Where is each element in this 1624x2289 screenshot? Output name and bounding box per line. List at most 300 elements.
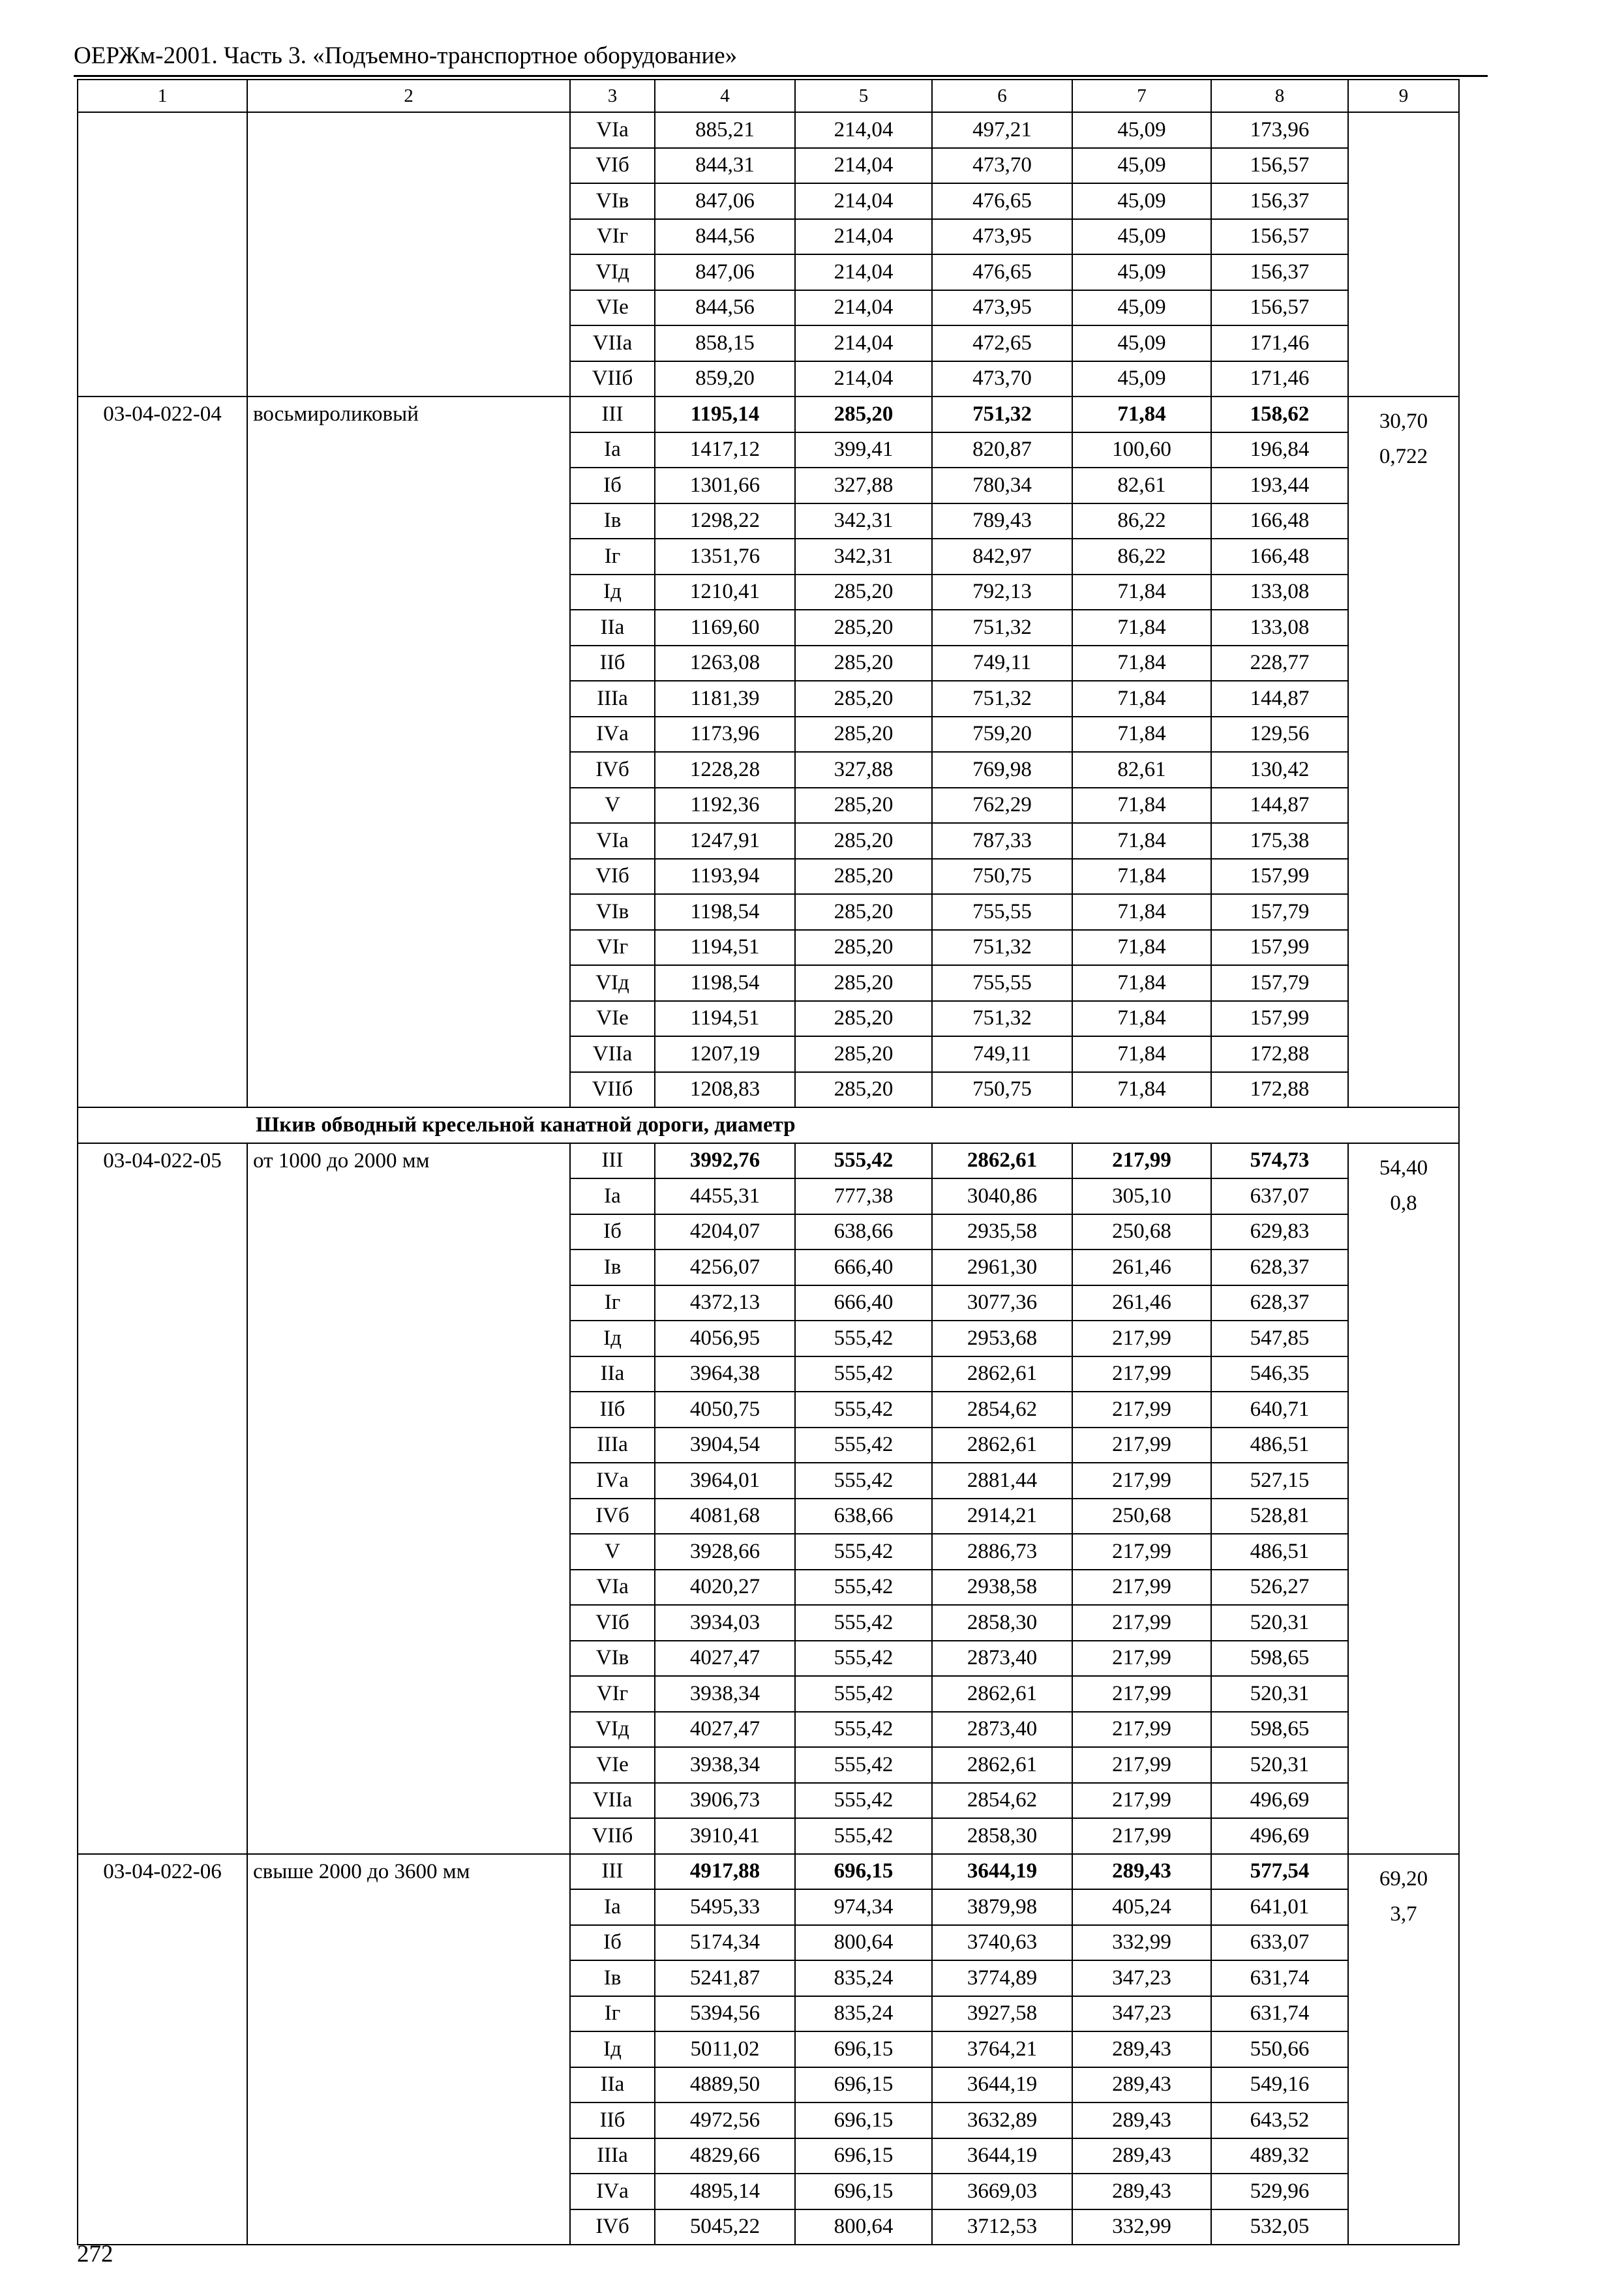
value-cell: 129,56	[1211, 717, 1348, 753]
value-cell: 285,20	[795, 823, 932, 859]
value-cell: 2858,30	[932, 1605, 1072, 1641]
value-cell: 858,15	[655, 325, 795, 361]
column-number: 3	[570, 80, 655, 112]
value-cell: 217,99	[1072, 1392, 1211, 1428]
zone-cell: Iг	[570, 539, 655, 575]
zone-cell: Iг	[570, 1285, 655, 1321]
value-cell: 2854,62	[932, 1392, 1072, 1428]
value-cell: 172,88	[1211, 1036, 1348, 1072]
value-cell: 3740,63	[932, 1925, 1072, 1961]
value-cell: 45,09	[1072, 290, 1211, 326]
value-cell: 844,56	[655, 219, 795, 255]
value-cell: 555,42	[795, 1676, 932, 1712]
zone-cell: IIб	[570, 2102, 655, 2138]
value-cell: 217,99	[1072, 1570, 1211, 1606]
value-cell: 217,99	[1072, 1321, 1211, 1356]
zone-cell: VIIб	[570, 1072, 655, 1108]
zone-cell: V	[570, 788, 655, 824]
value-cell: 228,77	[1211, 646, 1348, 681]
value-cell: 342,31	[795, 503, 932, 539]
zone-cell: VIа	[570, 1570, 655, 1606]
value-cell: 285,20	[795, 965, 932, 1001]
zone-cell: Iд	[570, 1321, 655, 1356]
value-cell: 71,84	[1072, 610, 1211, 646]
value-cell: 555,42	[795, 1356, 932, 1392]
value-cell: 555,42	[795, 1321, 932, 1356]
item-description-cell: свыше 2000 до 3600 мм	[247, 1854, 570, 2245]
value-cell: 1207,19	[655, 1036, 795, 1072]
zone-cell: Iд	[570, 575, 655, 610]
item-code-cell: 03-04-022-06	[78, 1854, 247, 2245]
value-cell: 3928,66	[655, 1534, 795, 1570]
value-cell: 2862,61	[932, 1747, 1072, 1783]
value-cell: 486,51	[1211, 1534, 1348, 1570]
value-cell: 214,04	[795, 183, 932, 219]
value-cell: 45,09	[1072, 325, 1211, 361]
value-cell: 835,24	[795, 1996, 932, 2032]
value-cell: 405,24	[1072, 1889, 1211, 1925]
value-cell: 780,34	[932, 468, 1072, 503]
value-cell: 5241,87	[655, 1960, 795, 1996]
unit-value: 0,8	[1390, 1191, 1417, 1215]
item-code-cell	[78, 112, 247, 396]
zone-cell: IIIа	[570, 2138, 655, 2174]
zone-cell: VIг	[570, 219, 655, 255]
value-cell: 82,61	[1072, 752, 1211, 788]
value-cell: 193,44	[1211, 468, 1348, 503]
value-cell: 3904,54	[655, 1428, 795, 1463]
value-cell: 2862,61	[932, 1428, 1072, 1463]
value-cell: 158,62	[1211, 396, 1348, 432]
section-title: Шкив обводный кресельной канатной дороги, диаметр	[78, 1107, 1459, 1143]
value-cell: 1263,08	[655, 646, 795, 681]
value-cell: 3927,58	[932, 1996, 1072, 2032]
value-cell: 157,99	[1211, 1001, 1348, 1037]
value-cell: 217,99	[1072, 1818, 1211, 1854]
value-cell: 217,99	[1072, 1428, 1211, 1463]
value-cell: 71,84	[1072, 1072, 1211, 1108]
value-cell: 555,42	[795, 1143, 932, 1179]
value-cell: 214,04	[795, 361, 932, 397]
value-cell: 100,60	[1072, 432, 1211, 468]
value-cell: 1193,94	[655, 859, 795, 895]
value-cell: 45,09	[1072, 254, 1211, 290]
value-cell: 638,66	[795, 1499, 932, 1534]
value-cell: 171,46	[1211, 361, 1348, 397]
value-cell: 71,84	[1072, 1001, 1211, 1037]
value-cell: 157,99	[1211, 859, 1348, 895]
value-cell: 497,21	[932, 112, 1072, 148]
value-cell: 751,32	[932, 396, 1072, 432]
value-cell: 2914,21	[932, 1499, 1072, 1534]
value-cell: 217,99	[1072, 1676, 1211, 1712]
value-cell: 750,75	[932, 859, 1072, 895]
value-cell: 327,88	[795, 468, 932, 503]
value-cell: 45,09	[1072, 112, 1211, 148]
value-cell: 1195,14	[655, 396, 795, 432]
zone-cell: IVб	[570, 1499, 655, 1534]
value-cell: 3906,73	[655, 1783, 795, 1819]
value-cell: 2862,61	[932, 1356, 1072, 1392]
value-cell: 214,04	[795, 148, 932, 184]
zone-cell: VIIа	[570, 1036, 655, 1072]
value-cell: 1194,51	[655, 1001, 795, 1037]
value-cell: 473,70	[932, 361, 1072, 397]
value-cell: 217,99	[1072, 1605, 1211, 1641]
value-cell: 347,23	[1072, 1960, 1211, 1996]
zone-cell: VIIб	[570, 361, 655, 397]
value-cell: 45,09	[1072, 148, 1211, 184]
zone-cell: IVа	[570, 717, 655, 753]
zone-cell: VIе	[570, 290, 655, 326]
value-cell: 1198,54	[655, 965, 795, 1001]
value-cell: 496,69	[1211, 1783, 1348, 1819]
value-cell: 156,57	[1211, 290, 1348, 326]
value-cell: 289,43	[1072, 2174, 1211, 2209]
value-cell: 696,15	[795, 2102, 932, 2138]
value-cell: 2938,58	[932, 1570, 1072, 1606]
value-cell: 214,04	[795, 254, 932, 290]
value-cell: 3669,03	[932, 2174, 1072, 2209]
value-cell: 555,42	[795, 1641, 932, 1677]
document-header-title: ОЕРЖм-2001. Часть 3. «Подъемно-транспортное оборудование»	[74, 42, 738, 69]
zone-cell: IVа	[570, 1463, 655, 1499]
value-cell: 3938,34	[655, 1747, 795, 1783]
zone-cell: Iа	[570, 1178, 655, 1214]
value-cell: 399,41	[795, 432, 932, 468]
zone-cell: III	[570, 1854, 655, 1890]
value-cell: 71,84	[1072, 930, 1211, 966]
value-cell: 666,40	[795, 1249, 932, 1285]
value-cell: 342,31	[795, 539, 932, 575]
item-code-cell: 03-04-022-04	[78, 396, 247, 1107]
value-cell: 3632,89	[932, 2102, 1072, 2138]
value-cell: 289,43	[1072, 2102, 1211, 2138]
value-cell: 86,22	[1072, 539, 1211, 575]
value-cell: 144,87	[1211, 788, 1348, 824]
zone-cell: VIд	[570, 965, 655, 1001]
value-cell: 555,42	[795, 1392, 932, 1428]
value-cell: 1247,91	[655, 823, 795, 859]
value-cell: 598,65	[1211, 1712, 1348, 1748]
item-description-cell: восьмироликовый	[247, 396, 570, 1107]
value-cell: 133,08	[1211, 575, 1348, 610]
value-cell: 473,95	[932, 219, 1072, 255]
value-cell: 520,31	[1211, 1605, 1348, 1641]
value-cell: 472,65	[932, 325, 1072, 361]
value-cell: 166,48	[1211, 503, 1348, 539]
zone-cell: V	[570, 1534, 655, 1570]
value-cell: 285,20	[795, 646, 932, 681]
value-cell: 4050,75	[655, 1392, 795, 1428]
column-number: 6	[932, 80, 1072, 112]
zone-cell: VIб	[570, 1605, 655, 1641]
value-cell: 3964,38	[655, 1356, 795, 1392]
value-cell: 4056,95	[655, 1321, 795, 1356]
value-cell: 631,74	[1211, 1960, 1348, 1996]
header-rule	[74, 75, 1488, 77]
value-cell: 289,43	[1072, 2031, 1211, 2067]
column-number: 2	[247, 80, 570, 112]
value-cell: 974,34	[795, 1889, 932, 1925]
value-cell: 289,43	[1072, 2138, 1211, 2174]
value-cell: 1228,28	[655, 752, 795, 788]
value-cell: 859,20	[655, 361, 795, 397]
zone-cell: VIв	[570, 1641, 655, 1677]
value-cell: 217,99	[1072, 1712, 1211, 1748]
value-cell: 285,20	[795, 575, 932, 610]
value-cell: 638,66	[795, 1214, 932, 1250]
table-row	[78, 112, 1459, 148]
value-cell: 4256,07	[655, 1249, 795, 1285]
unit-cell	[1348, 1854, 1459, 2245]
value-cell: 5394,56	[655, 1996, 795, 2032]
value-cell: 156,37	[1211, 183, 1348, 219]
unit-value: 3,7	[1390, 1902, 1417, 1926]
value-cell: 71,84	[1072, 965, 1211, 1001]
zone-cell: VIд	[570, 1712, 655, 1748]
value-cell: 45,09	[1072, 219, 1211, 255]
value-cell: 4889,50	[655, 2067, 795, 2103]
zone-cell: IVа	[570, 2174, 655, 2209]
value-cell: 196,84	[1211, 432, 1348, 468]
value-cell: 71,84	[1072, 396, 1211, 432]
value-cell: 4372,13	[655, 1285, 795, 1321]
value-cell: 528,81	[1211, 1499, 1348, 1534]
unit-cell	[1348, 1143, 1459, 1854]
value-cell: 5174,34	[655, 1925, 795, 1961]
value-cell: 327,88	[795, 752, 932, 788]
value-cell: 3938,34	[655, 1676, 795, 1712]
value-cell: 4027,47	[655, 1712, 795, 1748]
value-cell: 285,20	[795, 1072, 932, 1108]
value-cell: 285,20	[795, 681, 932, 717]
value-cell: 755,55	[932, 894, 1072, 930]
zone-cell: IIа	[570, 2067, 655, 2103]
value-cell: 555,42	[795, 1463, 932, 1499]
value-cell: 2873,40	[932, 1712, 1072, 1748]
value-cell: 749,11	[932, 1036, 1072, 1072]
value-cell: 574,73	[1211, 1143, 1348, 1179]
value-cell: 214,04	[795, 290, 932, 326]
zone-cell: IIа	[570, 1356, 655, 1392]
section-title-row	[78, 1107, 1459, 1143]
value-cell: 45,09	[1072, 183, 1211, 219]
value-cell: 1192,36	[655, 788, 795, 824]
value-cell: 1301,66	[655, 468, 795, 503]
value-cell: 1298,22	[655, 503, 795, 539]
value-cell: 3712,53	[932, 2209, 1072, 2245]
value-cell: 217,99	[1072, 1783, 1211, 1819]
value-cell: 217,99	[1072, 1356, 1211, 1392]
unit-cell	[1348, 396, 1459, 1107]
value-cell: 2935,58	[932, 1214, 1072, 1250]
zone-cell: Iб	[570, 1214, 655, 1250]
value-cell: 5045,22	[655, 2209, 795, 2245]
value-cell: 3992,76	[655, 1143, 795, 1179]
value-cell: 4455,31	[655, 1178, 795, 1214]
table-row	[78, 1143, 1459, 1179]
zone-cell: VIг	[570, 930, 655, 966]
value-cell: 769,98	[932, 752, 1072, 788]
value-cell: 489,32	[1211, 2138, 1348, 2174]
zone-cell: Iд	[570, 2031, 655, 2067]
value-cell: 696,15	[795, 2138, 932, 2174]
value-cell: 800,64	[795, 2209, 932, 2245]
value-cell: 4081,68	[655, 1499, 795, 1534]
value-cell: 1181,39	[655, 681, 795, 717]
value-cell: 71,84	[1072, 717, 1211, 753]
value-cell: 217,99	[1072, 1463, 1211, 1499]
value-cell: 285,20	[795, 1036, 932, 1072]
value-cell: 750,75	[932, 1072, 1072, 1108]
value-cell: 130,42	[1211, 752, 1348, 788]
value-cell: 71,84	[1072, 1036, 1211, 1072]
unit-value: 54,40	[1379, 1156, 1428, 1180]
zone-cell: VIв	[570, 183, 655, 219]
value-cell: 555,42	[795, 1570, 932, 1606]
value-cell: 157,79	[1211, 894, 1348, 930]
zone-cell: III	[570, 1143, 655, 1179]
value-cell: 2886,73	[932, 1534, 1072, 1570]
value-cell: 144,87	[1211, 681, 1348, 717]
value-cell: 250,68	[1072, 1499, 1211, 1534]
value-cell: 285,20	[795, 894, 932, 930]
value-cell: 844,56	[655, 290, 795, 326]
value-cell: 3910,41	[655, 1818, 795, 1854]
value-cell: 157,99	[1211, 930, 1348, 966]
value-cell: 5495,33	[655, 1889, 795, 1925]
zone-cell: Iв	[570, 503, 655, 539]
value-cell: 787,33	[932, 823, 1072, 859]
value-cell: 217,99	[1072, 1747, 1211, 1783]
value-cell: 4020,27	[655, 1570, 795, 1606]
value-cell: 71,84	[1072, 859, 1211, 895]
value-cell: 5011,02	[655, 2031, 795, 2067]
value-cell: 2862,61	[932, 1676, 1072, 1712]
value-cell: 640,71	[1211, 1392, 1348, 1428]
value-cell: 555,42	[795, 1428, 932, 1463]
zone-cell: VIб	[570, 859, 655, 895]
zone-cell: Iв	[570, 1960, 655, 1996]
zone-cell: VIа	[570, 823, 655, 859]
page-number: 272	[77, 2241, 113, 2267]
value-cell: 347,23	[1072, 1996, 1211, 2032]
column-number: 8	[1211, 80, 1348, 112]
value-cell: 520,31	[1211, 1676, 1348, 1712]
zone-cell: IVб	[570, 2209, 655, 2245]
value-cell: 555,42	[795, 1747, 932, 1783]
zone-cell: IIб	[570, 646, 655, 681]
value-cell: 305,10	[1072, 1178, 1211, 1214]
value-cell: 526,27	[1211, 1570, 1348, 1606]
value-cell: 628,37	[1211, 1249, 1348, 1285]
value-cell: 577,54	[1211, 1854, 1348, 1890]
value-cell: 696,15	[795, 2031, 932, 2067]
column-number: 4	[655, 80, 795, 112]
value-cell: 532,05	[1211, 2209, 1348, 2245]
value-cell: 527,15	[1211, 1463, 1348, 1499]
value-cell: 3774,89	[932, 1960, 1072, 1996]
value-cell: 171,46	[1211, 325, 1348, 361]
value-cell: 1210,41	[655, 575, 795, 610]
value-cell: 71,84	[1072, 788, 1211, 824]
zone-cell: III	[570, 396, 655, 432]
value-cell: 2961,30	[932, 1249, 1072, 1285]
value-cell: 842,97	[932, 539, 1072, 575]
value-cell: 486,51	[1211, 1428, 1348, 1463]
value-cell: 520,31	[1211, 1747, 1348, 1783]
value-cell: 555,42	[795, 1818, 932, 1854]
value-cell: 847,06	[655, 183, 795, 219]
value-cell: 555,42	[795, 1605, 932, 1641]
value-cell: 3644,19	[932, 1854, 1072, 1890]
zone-cell: VIIб	[570, 1818, 655, 1854]
zone-cell: VIг	[570, 1676, 655, 1712]
value-cell: 550,66	[1211, 2031, 1348, 2067]
value-cell: 217,99	[1072, 1143, 1211, 1179]
value-cell: 1169,60	[655, 610, 795, 646]
column-number: 5	[795, 80, 932, 112]
value-cell: 2873,40	[932, 1641, 1072, 1677]
value-cell: 214,04	[795, 112, 932, 148]
column-number: 1	[78, 80, 247, 112]
value-cell: 641,01	[1211, 1889, 1348, 1925]
value-cell: 217,99	[1072, 1641, 1211, 1677]
value-cell: 476,65	[932, 183, 1072, 219]
zone-cell: Iб	[570, 1925, 655, 1961]
value-cell: 629,83	[1211, 1214, 1348, 1250]
value-cell: 71,84	[1072, 575, 1211, 610]
value-cell: 3040,86	[932, 1178, 1072, 1214]
value-cell: 285,20	[795, 788, 932, 824]
value-cell: 637,07	[1211, 1178, 1348, 1214]
value-cell: 751,32	[932, 610, 1072, 646]
value-cell: 4972,56	[655, 2102, 795, 2138]
value-cell: 285,20	[795, 717, 932, 753]
value-cell: 157,79	[1211, 965, 1348, 1001]
value-cell: 835,24	[795, 1960, 932, 1996]
value-cell: 1208,83	[655, 1072, 795, 1108]
unit-value: 69,20	[1379, 1866, 1428, 1891]
zone-cell: VIд	[570, 254, 655, 290]
value-cell: 631,74	[1211, 1996, 1348, 2032]
price-table	[77, 79, 1460, 2245]
value-cell: 2862,61	[932, 1143, 1072, 1179]
value-cell: 4917,88	[655, 1854, 795, 1890]
value-cell: 696,15	[795, 2067, 932, 2103]
value-cell: 156,57	[1211, 219, 1348, 255]
item-description-cell	[247, 112, 570, 396]
value-cell: 285,20	[795, 610, 932, 646]
value-cell: 696,15	[795, 1854, 932, 1890]
zone-cell: IIб	[570, 1392, 655, 1428]
value-cell: 598,65	[1211, 1641, 1348, 1677]
zone-cell: Iг	[570, 1996, 655, 2032]
value-cell: 71,84	[1072, 646, 1211, 681]
value-cell: 643,52	[1211, 2102, 1348, 2138]
value-cell: 546,35	[1211, 1356, 1348, 1392]
value-cell: 4027,47	[655, 1641, 795, 1677]
value-cell: 285,20	[795, 859, 932, 895]
value-cell: 3644,19	[932, 2067, 1072, 2103]
value-cell: 844,31	[655, 148, 795, 184]
value-cell: 1351,76	[655, 539, 795, 575]
table-row	[78, 1854, 1459, 1890]
value-cell: 45,09	[1072, 361, 1211, 397]
zone-cell: VIв	[570, 894, 655, 930]
value-cell: 4895,14	[655, 2174, 795, 2209]
